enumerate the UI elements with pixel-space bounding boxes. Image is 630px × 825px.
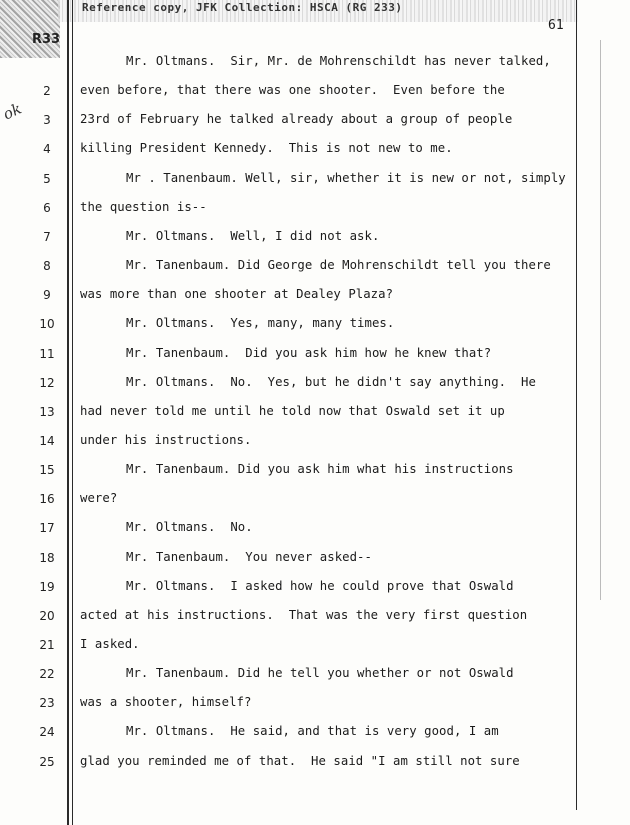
transcript-line: I asked. — [80, 637, 140, 651]
transcript-line: Mr. Tanenbaum. Did you ask him how he knew that? — [126, 345, 492, 360]
margin-rule-faint — [600, 40, 601, 600]
transcript-line: Mr. Oltmans. No. Yes, but he didn't say anything. He — [126, 374, 536, 389]
transcript-line: were? — [80, 491, 118, 506]
transcript-line: even before, that there was one shooter. Even before the — [80, 83, 505, 98]
line-number: 19 — [39, 579, 55, 594]
line-number: 13 — [39, 404, 55, 419]
transcript-line: Mr. Oltmans. He said, and that is very good, I am — [126, 724, 499, 739]
margin-rule-right — [576, 0, 577, 810]
transcript-line: Mr. Oltmans. I asked how he could prove that Oswald — [126, 578, 514, 593]
reference-header: Reference copy, JFK Collection: HSCA (RG 233) — [82, 1, 403, 14]
transcript-line: Mr. Tanenbaum. Did he tell you whether or not Oswald — [126, 666, 514, 681]
transcript-line: was more than one shooter at Dealey Plaza? — [80, 287, 394, 302]
transcript-line: Mr. Oltmans. No. — [126, 520, 253, 535]
scan-corner-mark — [0, 0, 60, 58]
handwritten-margin-note: ok — [0, 99, 25, 124]
line-number: 24 — [39, 725, 55, 740]
transcript-line: Mr . Tanenbaum. Well, sir, whether it is new or not, simply — [126, 170, 566, 185]
line-number: 9 — [43, 288, 51, 303]
line-number: 18 — [39, 550, 55, 565]
transcript-line: under his instructions. — [80, 432, 252, 447]
line-number: 16 — [39, 492, 55, 507]
line-number: 14 — [39, 433, 55, 448]
transcript-line: had never told me until he told now that Oswald set it up — [80, 403, 505, 418]
transcript-line: Mr. Oltmans. Sir, Mr. de Mohrenschildt has never talked, — [126, 54, 551, 68]
line-number: 4 — [43, 142, 51, 157]
transcript-line: Mr. Tanenbaum. You never asked-- — [126, 549, 372, 564]
corner-label: R33 — [32, 32, 61, 47]
margin-rule-left-inner — [72, 0, 73, 825]
transcript-line: acted at his instructions. That was the very first question — [80, 607, 528, 622]
line-number: 2 — [43, 84, 51, 99]
transcript-line: glad you reminded me of that. He said "I am still not sure — [80, 753, 520, 768]
transcript-line: killing President Kennedy. This is not new to me. — [80, 141, 453, 156]
page-number: 61 — [548, 18, 564, 33]
line-number: 3 — [43, 113, 51, 128]
line-number: 7 — [43, 229, 51, 244]
line-number: 22 — [39, 667, 55, 682]
line-number: 17 — [39, 521, 55, 536]
transcript-line: the question is-- — [80, 199, 207, 214]
transcript-line: Mr. Tanenbaum. Did George de Mohrenschildt tell you there — [126, 258, 551, 273]
line-number: 8 — [43, 259, 51, 274]
line-number: 23 — [39, 696, 55, 711]
line-number: 25 — [39, 754, 55, 769]
line-number: 12 — [39, 375, 55, 390]
margin-rule-left — [67, 0, 69, 825]
transcript-line: Mr. Oltmans. Well, I did not ask. — [126, 228, 380, 243]
line-number: 21 — [39, 638, 55, 652]
line-number: 11 — [39, 346, 55, 361]
transcript-line: Mr. Oltmans. Yes, many, many times. — [126, 316, 395, 331]
transcript-line: was a shooter, himself? — [80, 695, 252, 710]
line-number: 10 — [39, 317, 55, 332]
transcript-line: 23rd of February he talked already about a group of people — [80, 112, 513, 127]
line-number: 5 — [43, 171, 51, 186]
transcript-line: Mr. Tanenbaum. Did you ask him what his instructions — [126, 462, 514, 477]
line-number: 15 — [39, 463, 55, 478]
line-number: 6 — [43, 200, 51, 215]
line-number: 20 — [39, 608, 55, 623]
